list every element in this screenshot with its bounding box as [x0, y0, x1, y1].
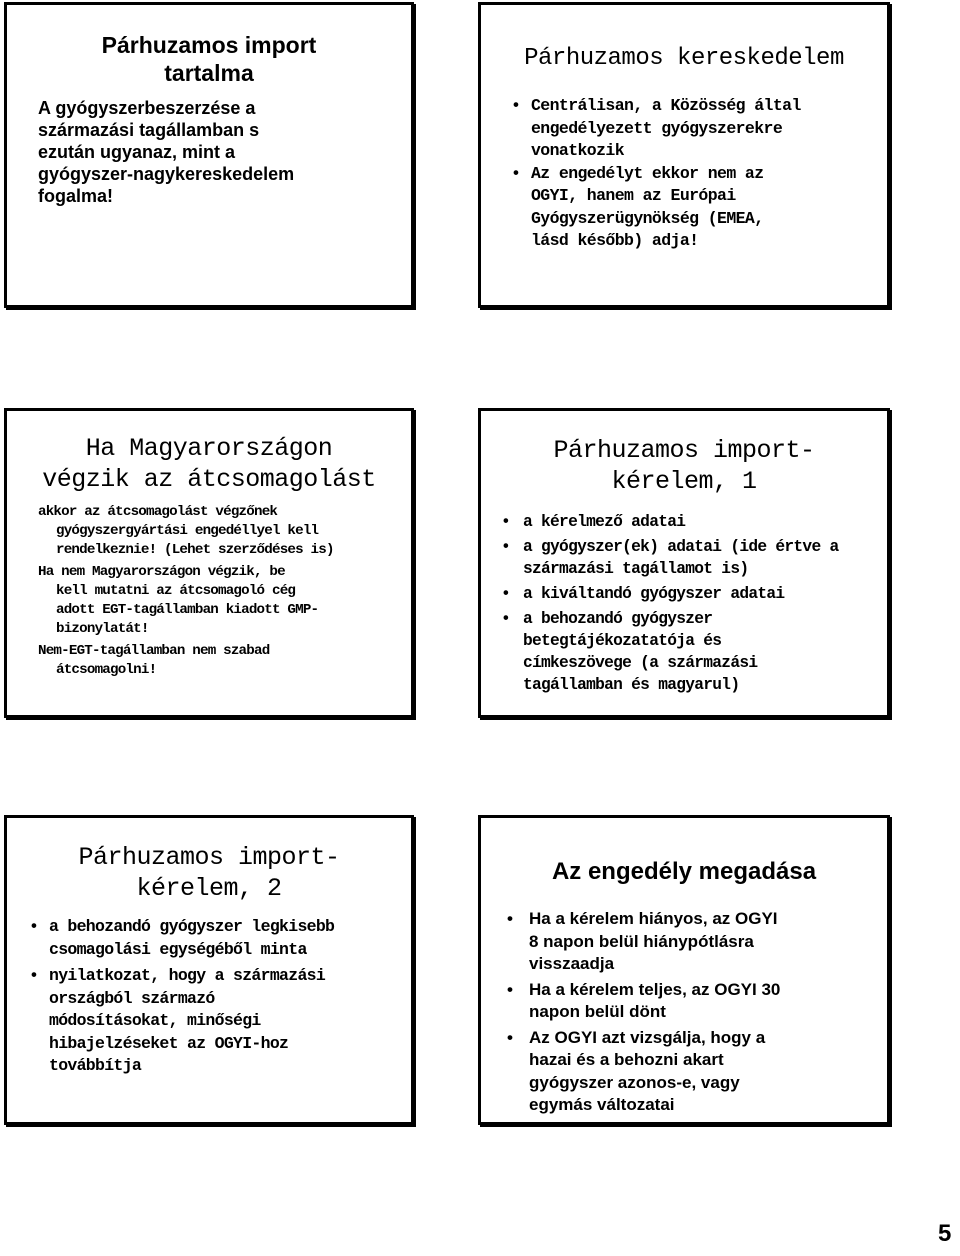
bullet-list: [507, 908, 883, 1117]
slide-title: Párhuzamos kereskedelem: [524, 45, 844, 72]
item-line: országból származó: [49, 988, 215, 1008]
item-line: a kérelmező adatai: [523, 513, 686, 531]
bullet-icon: •: [511, 96, 521, 115]
item-line: 8 napon belül hiánypótlásra: [529, 931, 754, 951]
item-line: rendelkeznie! (Lehet szerződéses is): [56, 542, 334, 558]
list-item: [501, 583, 887, 605]
item-line: a behozandó gyógyszer legkisebb: [49, 917, 335, 936]
item-line: engedélyezett gyógyszerekre: [531, 118, 783, 138]
slide-title: [481, 435, 887, 497]
slide-parhuzamos-import-kerelem-1: [478, 408, 890, 718]
item-line: Ha a kérelem teljes, az OGYI 30: [529, 979, 781, 999]
body-line: fogalma!: [38, 186, 114, 206]
list-item: [511, 163, 881, 253]
item-line: lásd később) adja!: [531, 231, 699, 250]
slide-title: Az engedély megadása: [551, 858, 817, 885]
list-item: [501, 511, 887, 533]
slide-title-line: Párhuzamos import: [101, 32, 317, 58]
item-line: a kiváltandó gyógyszer adatai: [523, 585, 785, 603]
list-item: [501, 608, 887, 696]
body-line: származási tagállamban s: [38, 120, 260, 140]
item-line: tagállamban és magyarul): [523, 676, 740, 694]
bullet-icon: •: [501, 513, 511, 531]
item-line: Az OGYI azt vizsgálja, hogy a: [529, 1027, 766, 1047]
item-line: gyógyszer azonos-e, vagy: [529, 1072, 740, 1092]
bullet-list: [501, 511, 887, 696]
slide-title: [7, 433, 411, 495]
list-item: [501, 536, 887, 580]
paragraph: [38, 563, 413, 639]
item-line: csomagolási egységéből minta: [49, 939, 307, 959]
list-item: [511, 95, 881, 163]
item-line: egymás változatai: [529, 1095, 675, 1114]
bullet-icon: •: [501, 610, 511, 628]
slide-title-line: tartalma: [164, 60, 254, 86]
item-line: betegtájékozatatója és: [523, 632, 722, 650]
slide-title-line: Párhuzamos import-: [78, 843, 340, 872]
item-line: hazai és a behozni akart: [529, 1050, 724, 1069]
item-line: Centrálisan, a Közösség által: [531, 96, 801, 115]
item-line: továbbítja: [49, 1056, 142, 1075]
slide-title-line: Ha Magyarországon: [85, 434, 333, 463]
item-line: napon belül dönt: [529, 1002, 666, 1021]
item-line: a gyógyszer(ek) adatai (ide értve a: [523, 538, 839, 556]
item-line: átcsomagolni!: [56, 662, 157, 678]
item-line: adott EGT-tagállamban kiadott GMP-: [56, 602, 319, 618]
slide-parhuzamos-import-tartalma: [4, 2, 414, 308]
item-line: Ha nem Magyarországon végzik, be: [38, 564, 285, 580]
bullet-icon: •: [29, 917, 39, 936]
list-item: [29, 965, 413, 1078]
item-line: OGYI, hanem az Európai: [531, 186, 736, 205]
body-line: A gyógyszerbeszerzése a: [38, 98, 256, 118]
bullet-icon: •: [501, 585, 511, 603]
item-line: vonatkozik: [531, 141, 625, 160]
paragraph: [38, 503, 413, 560]
bullet-icon: •: [507, 909, 513, 928]
list-item: [507, 979, 883, 1024]
item-line: gyógyszergyártási engedéllyel kell: [56, 523, 319, 539]
body-line: gyógyszer-nagykereskedelem: [38, 164, 295, 184]
bullet-icon: •: [511, 163, 521, 183]
slide-title: [7, 31, 411, 87]
slide-title-line: Párhuzamos import-: [553, 436, 815, 465]
slide-title: [7, 842, 411, 904]
list-item: [29, 916, 413, 961]
slide-body: [38, 503, 413, 680]
item-line: kell mutatni az átcsomagoló cég: [56, 583, 296, 599]
item-line: származási tagállamot is): [523, 560, 749, 578]
item-line: Az engedélyt ekkor nem az: [531, 163, 764, 183]
slide-az-engedely-megadasa: [478, 815, 890, 1125]
slide-title-line: kérelem, 1: [611, 467, 757, 496]
bullet-list: [29, 916, 413, 1078]
item-line: Nem-EGT-tagállamban nem szabad: [38, 643, 270, 659]
paragraph: [38, 642, 413, 680]
slide-parhuzamos-kereskedelem: [478, 2, 890, 308]
item-line: visszaadja: [529, 954, 615, 973]
body-line: ezután ugyanaz, mint a: [38, 142, 236, 162]
slide-ha-magyarorszagon: [4, 408, 414, 718]
item-line: hibajelzéseket az OGYI-hoz: [49, 1033, 289, 1053]
bullet-icon: •: [29, 966, 39, 985]
slide-parhuzamos-import-kerelem-2: [4, 815, 414, 1125]
item-line: bizonylatát!: [56, 621, 149, 637]
page-number: 5: [938, 1220, 952, 1247]
slide-title-line: végzik az átcsomagolást: [42, 465, 376, 494]
item-line: Gyógyszerügynökség (EMEA,: [531, 208, 764, 228]
bullet-icon: •: [501, 538, 511, 556]
item-line: módosításokat, minőségi: [49, 1011, 261, 1030]
bullet-list: [511, 95, 881, 253]
item-line: a behozandó gyógyszer: [523, 610, 713, 628]
bullet-icon: •: [507, 979, 513, 999]
list-item: [507, 1027, 883, 1117]
slide-title-line: kérelem, 2: [136, 874, 282, 903]
item-line: nyilatkozat, hogy a származási: [49, 966, 326, 985]
item-line: Ha a kérelem hiányos, az OGYI: [529, 909, 778, 928]
bullet-icon: •: [507, 1027, 513, 1047]
item-line: akkor az átcsomagolást végzőnek: [38, 504, 278, 520]
item-line: címkeszövege (a származási: [523, 654, 758, 672]
slide-body: [38, 97, 294, 207]
list-item: [507, 908, 883, 976]
